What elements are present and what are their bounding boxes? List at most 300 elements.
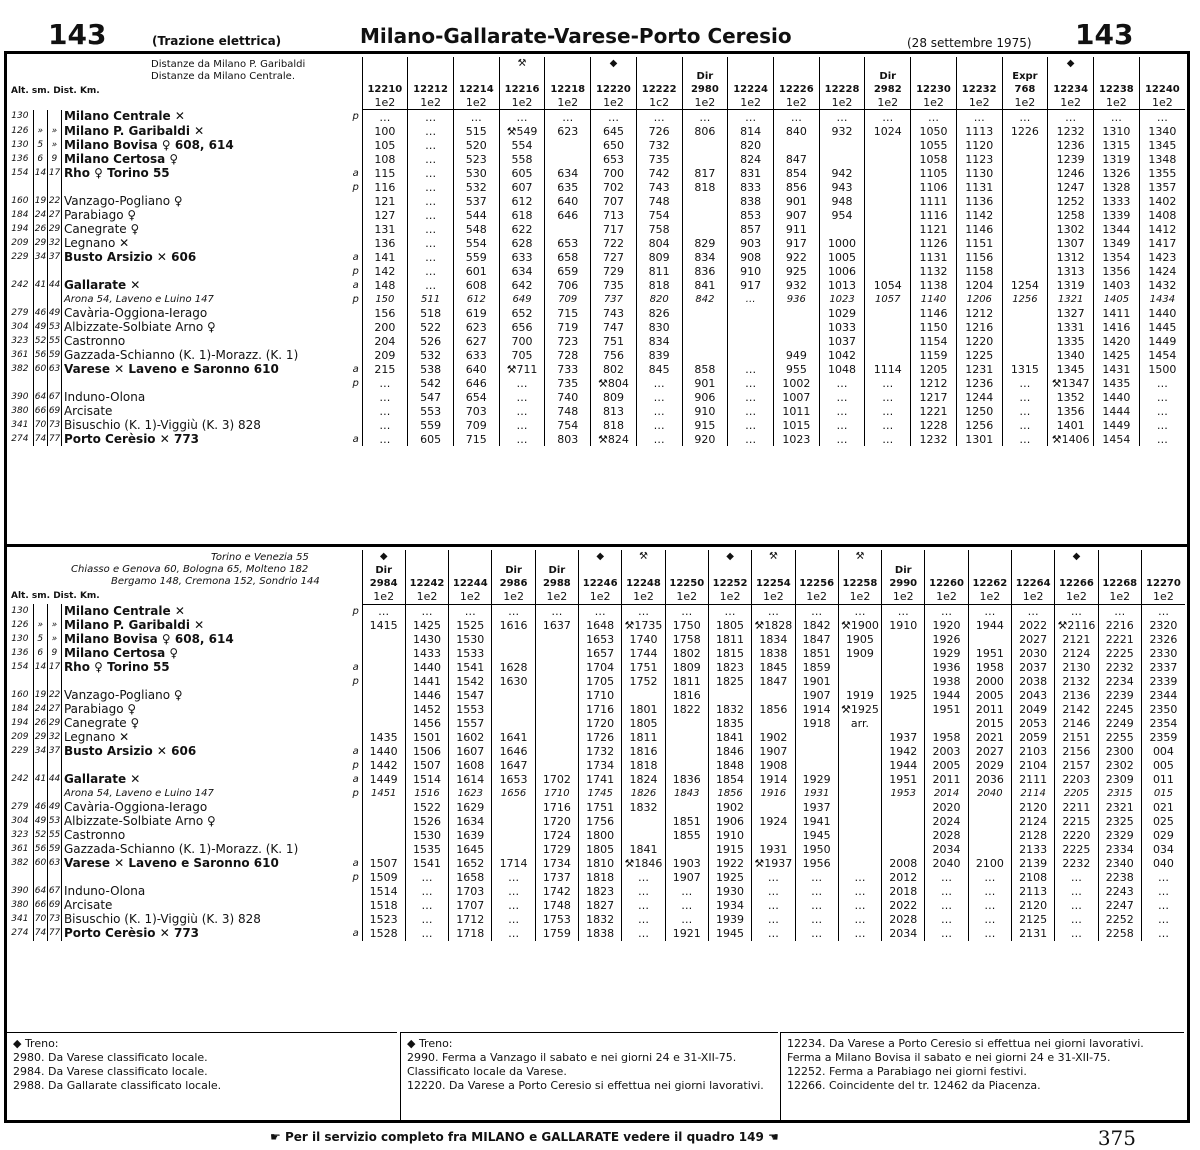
train-time: 1826 (622, 787, 665, 801)
train-time (752, 829, 795, 843)
distance-garibaldi: 60 (33, 362, 47, 376)
altitude: 304 (11, 321, 29, 332)
train-time: 1333 (1094, 194, 1140, 208)
train-number: 12228 (819, 83, 865, 96)
train-time: … (636, 376, 682, 390)
train-time: … (622, 871, 665, 885)
altitude: 209 (11, 732, 29, 742)
train-time (622, 815, 665, 829)
distance-centrale (47, 871, 61, 885)
train-time: 1345 (1048, 362, 1094, 376)
arr-dep-flag (350, 619, 362, 633)
train-class: 1e2 (968, 590, 1011, 604)
train-time (622, 829, 665, 843)
train-time: 719 (545, 320, 591, 334)
table-row (7, 675, 1185, 689)
train-time (795, 731, 838, 745)
train-time: 2024 (925, 815, 968, 829)
arr-dep-flag (350, 633, 362, 647)
train-time: ⚒824 (591, 432, 637, 446)
train-time: … (838, 885, 881, 899)
train-time: … (1139, 110, 1185, 125)
train-time: 1953 (882, 787, 925, 801)
train-time: 706 (545, 278, 591, 292)
train-time: 1846 (708, 745, 751, 759)
train-time: 1801 (622, 703, 665, 717)
station-name: Castronno (61, 334, 349, 348)
arr-dep-flag: a (352, 662, 359, 673)
notes-middle (400, 1032, 778, 1120)
train-number: 12260 (925, 577, 968, 590)
train-type (795, 563, 838, 576)
train-time: … (752, 913, 795, 927)
train-time: 2018 (882, 885, 925, 899)
train-time: 142 (362, 264, 408, 278)
train-time: 2225 (1098, 647, 1141, 661)
station-name: Porto Cerèsio ✕ 773 (61, 927, 349, 941)
train-time: 1925 (882, 689, 925, 703)
train-time: … (1055, 871, 1098, 885)
train-time: 2321 (1098, 801, 1141, 815)
train-time: 1007 (773, 390, 819, 404)
train-time: … (728, 292, 774, 306)
train-time: 633 (453, 348, 499, 362)
train-time: 646 (545, 208, 591, 222)
train-time: 727 (591, 250, 637, 264)
train-time: 1553 (449, 703, 492, 717)
station-name: Varese ✕ Laveno e Saronno 610 (61, 857, 349, 871)
distance-garibaldi: 19 (33, 194, 47, 208)
train-type: Dir (682, 70, 728, 83)
train-time: 2059 (1011, 731, 1054, 745)
train-time: 1522 (405, 801, 448, 815)
train-time: 1937 (795, 801, 838, 815)
train-time: 2329 (1098, 829, 1141, 843)
table-row (7, 689, 1185, 703)
altitude: 209 (11, 237, 29, 248)
train-time: 1431 (1094, 362, 1140, 376)
station-name (61, 871, 349, 885)
train-time: 1420 (1094, 334, 1140, 348)
train-time: 1037 (819, 334, 865, 348)
train-time: 932 (819, 124, 865, 138)
train-number: 12266 (1055, 577, 1098, 590)
train-time: … (499, 418, 545, 432)
train-time: 814 (728, 124, 774, 138)
train-time: 547 (408, 390, 454, 404)
train-time (865, 250, 911, 264)
train-time: … (636, 390, 682, 404)
station-name: Albizzate-Solbiate Arno ♀ (61, 815, 349, 829)
train-time: 840 (773, 124, 819, 138)
train-time: 1000 (819, 236, 865, 250)
train-time: 1301 (956, 432, 1002, 446)
train-time: 1033 (819, 320, 865, 334)
train-time: 548 (453, 222, 499, 236)
train-mark: ⚒ (838, 550, 881, 563)
train-time: 141 (362, 250, 408, 264)
train-class: 1e2 (535, 590, 578, 604)
train-class: 1e2 (911, 96, 957, 110)
train-time (665, 731, 708, 745)
train-time: 1734 (535, 857, 578, 871)
train-time: 1956 (795, 857, 838, 871)
train-time (865, 208, 911, 222)
train-time: 1433 (405, 647, 448, 661)
distance-centrale: 22 (47, 689, 61, 703)
train-time: 1116 (911, 208, 957, 222)
train-time: 532 (453, 180, 499, 194)
table-row (7, 376, 1185, 390)
train-time: 1931 (752, 843, 795, 857)
train-time: … (622, 885, 665, 899)
train-time: … (665, 885, 708, 899)
train-time: 709 (453, 418, 499, 432)
train-time: 1354 (1094, 250, 1140, 264)
distance-centrale: 63 (47, 362, 61, 376)
altitude (7, 871, 33, 885)
arr-dep-flag: a (352, 746, 359, 757)
train-number: 12254 (752, 577, 795, 590)
train-time: 025 (1141, 815, 1185, 829)
header-note: Chiasso e Genova 60, Bologna 65, Molteno 182 (71, 564, 309, 575)
train-time: 2245 (1098, 703, 1141, 717)
train-time (708, 689, 751, 703)
train-time: 1130 (956, 166, 1002, 180)
train-time: 2028 (925, 829, 968, 843)
train-time: 1232 (1048, 124, 1094, 138)
train-time: 1221 (911, 404, 957, 418)
train-time: 605 (408, 432, 454, 446)
train-time: 806 (682, 124, 728, 138)
train-time: 1326 (1094, 166, 1140, 180)
train-time: 1449 (362, 773, 405, 787)
distance-centrale: » (47, 124, 61, 138)
train-time: 2040 (968, 787, 1011, 801)
train-time: … (752, 885, 795, 899)
train-time: 1822 (665, 703, 708, 717)
arr-dep-flag: a (352, 928, 359, 939)
train-time: 1832 (622, 801, 665, 815)
train-time: 1842 (795, 619, 838, 633)
train-time: 1313 (1048, 264, 1094, 278)
station-name: Milano Certosa ♀ (61, 647, 349, 661)
station-name: Arona 54, Laveno e Luino 147 (61, 292, 349, 306)
altitude: 126 (11, 620, 29, 630)
station-name (61, 759, 349, 773)
train-time: 829 (682, 236, 728, 250)
train-time (925, 717, 968, 731)
train-class: 1e2 (499, 96, 545, 110)
train-number: 12210 (362, 83, 408, 96)
train-class: 1e2 (882, 590, 925, 604)
train-time: 1908 (752, 759, 795, 773)
train-time: 100 (362, 124, 408, 138)
train-time: 820 (636, 292, 682, 306)
train-number: 12244 (449, 577, 492, 590)
note-line: 2984. Da Varese classificato locale. (13, 1065, 208, 1078)
train-time (838, 829, 881, 843)
train-time: 1907 (665, 871, 708, 885)
train-time (838, 661, 881, 675)
train-time: 820 (728, 138, 774, 152)
train-time: 645 (591, 124, 637, 138)
altitude: 382 (11, 363, 29, 374)
train-time: 1226 (1002, 124, 1048, 138)
train-time: 705 (499, 348, 545, 362)
train-time: 1716 (579, 703, 622, 717)
train-time: 2225 (1055, 843, 1098, 857)
train-time: 2120 (1011, 899, 1054, 913)
train-time: arr. (838, 717, 881, 731)
distance-garibaldi (33, 292, 47, 306)
train-time: 2354 (1141, 717, 1185, 731)
train-time: … (1002, 376, 1048, 390)
train-time: 920 (682, 432, 728, 446)
train-time: 1656 (492, 787, 535, 801)
train-time: 1158 (956, 264, 1002, 278)
column-head-alt-dist: Alt. sm. Dist. Km. (11, 86, 100, 96)
arr-dep-flag (350, 647, 362, 661)
distance-centrale: 44 (47, 278, 61, 292)
train-time (865, 348, 911, 362)
train-time: … (405, 927, 448, 941)
station-name: Busto Arsizio ✕ 606 (61, 745, 349, 759)
train-time: 831 (728, 166, 774, 180)
train-time: … (449, 604, 492, 619)
distance-garibaldi: 41 (33, 278, 47, 292)
distance-garibaldi (33, 871, 47, 885)
train-time: 2021 (968, 731, 1011, 745)
table-row (7, 292, 1185, 306)
note-line: 12234. Da Varese a Porto Ceresio si effettua nei giorni lavorativi. (787, 1037, 1144, 1050)
train-number: 12268 (1098, 577, 1141, 590)
train-time: 1530 (405, 829, 448, 843)
train-mark: ◆ (1048, 57, 1094, 70)
train-time: 605 (499, 166, 545, 180)
table-row (7, 717, 1185, 731)
train-time: 2350 (1141, 703, 1185, 717)
train-time: … (1141, 927, 1185, 941)
train-time: 2053 (1011, 717, 1054, 731)
train-time: 906 (682, 390, 728, 404)
train-time: 2014 (925, 787, 968, 801)
table-row (7, 703, 1185, 717)
train-class: 1e2 (665, 590, 708, 604)
train-time: 856 (773, 180, 819, 194)
train-time: … (622, 927, 665, 941)
train-type (665, 563, 708, 576)
train-time: 925 (773, 264, 819, 278)
train-type (1011, 563, 1054, 576)
train-time: 2104 (1011, 759, 1054, 773)
train-number: 12234 (1048, 83, 1094, 96)
train-time: 1816 (622, 745, 665, 759)
train-time: 559 (408, 418, 454, 432)
train-time: 1815 (708, 647, 751, 661)
train-time: 1131 (911, 250, 957, 264)
station-name (61, 264, 349, 278)
train-class: 1e2 (1055, 590, 1098, 604)
train-time: … (728, 110, 774, 125)
table-row (7, 166, 1185, 180)
train-time: … (968, 885, 1011, 899)
train-type (622, 563, 665, 576)
train-time: 2133 (1011, 843, 1054, 857)
train-time: 1425 (405, 619, 448, 633)
train-time: 910 (728, 264, 774, 278)
train-time: 1818 (622, 759, 665, 773)
train-time: 758 (636, 222, 682, 236)
train-time: … (636, 418, 682, 432)
train-time: 700 (499, 334, 545, 348)
train-time: 1930 (708, 885, 751, 899)
train-time: 2011 (925, 773, 968, 787)
train-time: 2131 (1011, 927, 1054, 941)
train-time (882, 843, 925, 857)
train-time: 1905 (838, 633, 881, 647)
train-time: 105 (362, 138, 408, 152)
train-time: 838 (728, 194, 774, 208)
distance-garibaldi: 46 (33, 306, 47, 320)
train-time: 1729 (535, 843, 578, 857)
station-name: Gazzada-Schianno (K. 1)-Morazz. (K. 1) (61, 843, 349, 857)
train-time: 847 (773, 152, 819, 166)
train-time (682, 208, 728, 222)
train-time: … (362, 604, 405, 619)
train-time: ⚒711 (499, 362, 545, 376)
train-mark (682, 57, 728, 70)
train-time: 544 (453, 208, 499, 222)
distance-centrale (47, 376, 61, 390)
train-time (838, 745, 881, 759)
legend-centrale: Distanze da Milano Centrale. (151, 71, 295, 82)
train-time: 511 (408, 292, 454, 306)
train-time: … (728, 418, 774, 432)
train-time: 911 (773, 222, 819, 236)
train-time: … (408, 124, 454, 138)
train-time: 1737 (535, 871, 578, 885)
train-class: 1e2 (1048, 96, 1094, 110)
train-time (535, 661, 578, 675)
train-time: 2100 (968, 857, 1011, 871)
train-time: 1818 (579, 871, 622, 885)
train-time: 1435 (362, 731, 405, 745)
distance-centrale (47, 604, 61, 619)
train-time: 1718 (449, 927, 492, 941)
train-time: 834 (636, 334, 682, 348)
train-time (1002, 320, 1048, 334)
train-time (882, 717, 925, 731)
train-number: 12242 (405, 577, 448, 590)
distance-centrale: 77 (47, 927, 61, 941)
train-time: 1454 (1139, 348, 1185, 362)
train-time: 559 (453, 250, 499, 264)
table-row (7, 138, 1185, 152)
train-time: 910 (682, 404, 728, 418)
train-time: 854 (773, 166, 819, 180)
altitude: 229 (11, 251, 29, 262)
train-time: 2036 (968, 773, 1011, 787)
distance-centrale: 69 (47, 404, 61, 418)
train-time: 723 (545, 334, 591, 348)
train-type (405, 563, 448, 576)
station-name: Cavària-Oggiona-Ierago (61, 801, 349, 815)
arr-dep-flag (350, 320, 362, 334)
train-time: 646 (453, 376, 499, 390)
train-time: 1929 (795, 773, 838, 787)
train-time: … (362, 390, 408, 404)
train-time (682, 334, 728, 348)
train-time: 1825 (708, 675, 751, 689)
train-time: 1750 (665, 619, 708, 633)
train-time: 1445 (1139, 320, 1185, 334)
train-time: 2130 (1055, 661, 1098, 675)
train-number: 2988 (535, 577, 578, 590)
train-type (1141, 563, 1185, 576)
table-row (7, 661, 1185, 675)
train-time: … (408, 110, 454, 125)
train-time: 607 (499, 180, 545, 194)
train-mark (1094, 57, 1140, 70)
table-row (7, 208, 1185, 222)
column-head-alt-dist: Alt. sm. Dist. Km. (11, 591, 100, 601)
train-number: 2984 (362, 577, 405, 590)
arr-dep-flag: p (352, 111, 359, 123)
distance-garibaldi: 56 (33, 348, 47, 362)
distance-centrale: 44 (47, 773, 61, 787)
arr-dep-flag (350, 731, 362, 745)
train-time: … (362, 110, 408, 125)
arr-dep-flag (350, 689, 362, 703)
train-time (838, 773, 881, 787)
train-time: … (752, 927, 795, 941)
train-class: 1e2 (865, 96, 911, 110)
arr-dep-flag: a (352, 167, 359, 179)
train-time (865, 320, 911, 334)
altitude: 361 (11, 349, 29, 360)
page-footer (0, 1126, 1200, 1148)
train-time: … (499, 376, 545, 390)
train-time: … (492, 604, 535, 619)
train-time: 735 (591, 278, 637, 292)
train-time: 1327 (1048, 306, 1094, 320)
train-time: 612 (499, 194, 545, 208)
train-time: 949 (773, 348, 819, 362)
train-time: … (752, 871, 795, 885)
table-row (7, 152, 1185, 166)
train-time: 2337 (1141, 661, 1185, 675)
train-time: 1113 (956, 124, 1002, 138)
table-row (7, 899, 1185, 913)
station-name: Milano Certosa ♀ (61, 152, 349, 166)
altitude: 154 (11, 662, 29, 672)
train-mark: ◆ (591, 57, 637, 70)
distance-centrale: 32 (47, 731, 61, 745)
train-time: 1204 (956, 278, 1002, 292)
train-time: 1653 (579, 633, 622, 647)
train-time: 004 (1141, 745, 1185, 759)
arr-dep-flag (350, 306, 362, 320)
train-time: 1058 (911, 152, 957, 166)
train-time: 1121 (911, 222, 957, 236)
train-time: 1451 (362, 787, 405, 801)
train-time: … (925, 927, 968, 941)
train-time: 2243 (1098, 885, 1141, 899)
train-time: 518 (408, 306, 454, 320)
train-number: 12252 (708, 577, 751, 590)
train-time: 1645 (449, 843, 492, 857)
